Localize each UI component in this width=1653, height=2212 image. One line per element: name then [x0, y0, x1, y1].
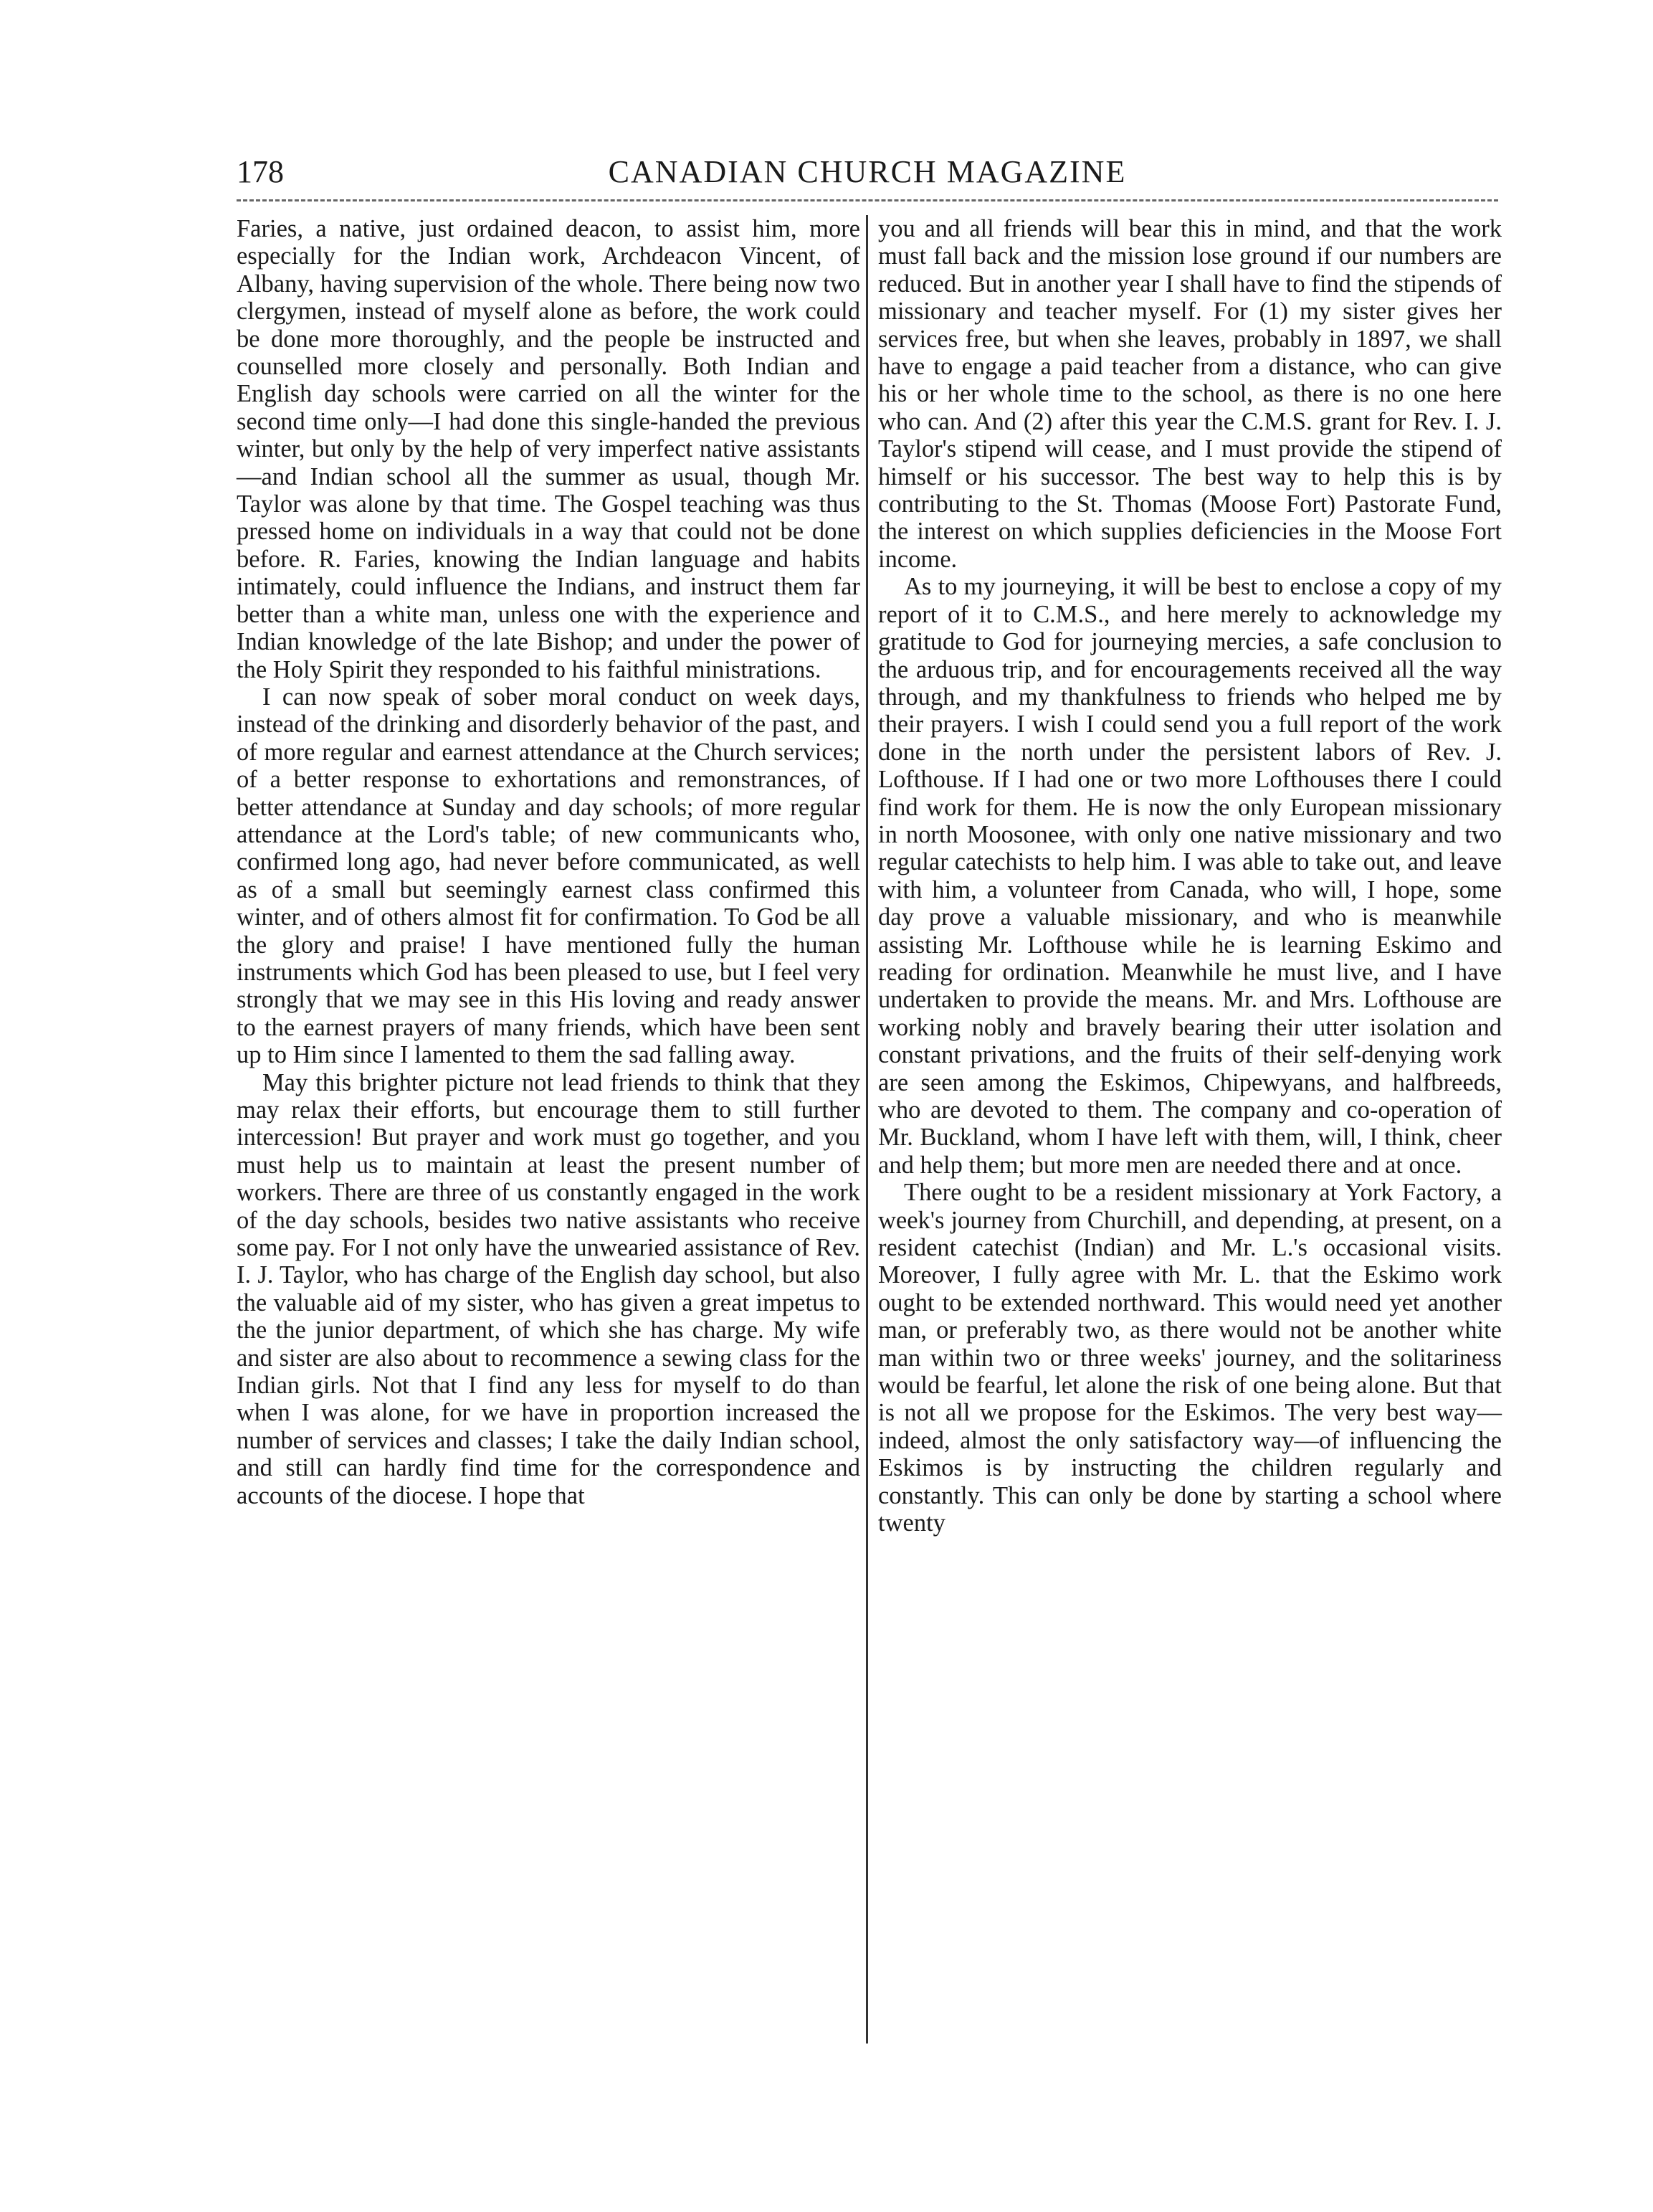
paragraph: There ought to be a resident missionary at York Factory, a week's journey from Churchill, and depending, at present, on a resident catechist (Indian) and Mr. L.'s occasional visits. Moreover, I fully agree with Mr. L. that the Eskimo work ought to be extended northward. This would need yet another man, or preferably two, as there would not be another white man within two or three weeks' journey, and the solitariness would be fearful, let alone the risk of one being alone. But that is not all we propose for the Eskimos. The very best way—indeed, almost the only satisfactory way—of influencing the Eskimos is by instructing the children regularly and constantly. This can only be done by starting a school where twenty — [878, 1179, 1502, 1537]
paragraph: Faries, a native, just ordained deacon, to assist him, more especially for the Indian work, Archdeacon Vincent, of Albany, having supervision of the whole. There being now two clergymen, instead of myself alone as before, the work could be done more thoroughly, and the people be instructed and counselled more closely and personally. Both Indian and English day schools were carried on all the winter for the second time only—I had done this single-handed the previous winter, but only by the help of very imperfect native assistants—and Indian school all the summer as usual, though Mr. Taylor was alone by that time. The Gospel teaching was thus pressed home on individuals in a way that could not be done before. R. Faries, knowing the Indian language and habits intimately, could influence the Indians, and instruct them far better than a white man, unless one with the experience and Indian knowledge of the late Bishop; and under the power of the Holy Spirit they responded to his faithful ministrations. — [237, 215, 860, 683]
running-title: CANADIAN CHURCH MAGAZINE — [608, 154, 1127, 189]
paragraph: May this brighter picture not lead friends to think that they may relax their efforts, but encourage them to still further intercession! But prayer and work must go together, and you must help us to maintain at least the present number of workers. There are three of us constantly engaged in the work of the day schools, besides two native assistants who receive some pay. For I not only have the unwearied assistance of Rev. I. J. Taylor, who has charge of the English day school, but also the valuable aid of my sister, who has given a great impetus to the the junior department, of which she has charge. My wife and sister are also about to recommence a sewing class for the Indian girls. Not that I find any less for myself to do than when I was alone, for we have in proportion increased the number of services and classes; I take the daily Indian school, and still can hardly find time for the correspondence and accounts of the diocese. I hope that — [237, 1068, 860, 1509]
page-number: 178 — [237, 154, 284, 189]
paragraph: you and all friends will bear this in mind, and that the work must fall back and the mission lose ground if our numbers are reduced. But in another year I shall have to find the stipends of missionary and teacher myself. For (1) my sister gives her services free, but when she leaves, probably in 1897, we shall have to engage a paid teacher from a distance, who can give his or her whole time to the school, as there is no one here who can. And (2) after this year the C.M.S. grant for Rev. I. J. Taylor's stipend will cease, and I must provide the stipend of himself or his successor. The best way to help this is by contributing to the St. Thomas (Moose Fort) Pastorate Fund, the interest on which supplies deficiencies in the Moose Fort income. — [878, 215, 1502, 573]
paragraph: As to my journeying, it will be best to enclose a copy of my report of it to C.M.S., and here merely to acknowledge my gratitude to God for journeying mercies, a safe conclusion to the arduous trip, and for encouragements received all the way through, and my thankfulness to friends who helped me by their prayers. I wish I could send you a full report of the work done in the north under the persistent labors of Rev. J. Lofthouse. If I had one or two more Lofthouses there I could find work for them. He is now the only European missionary in north Moosonee, with only one native missionary and two regular catechists to help him. I was able to take out, and leave with him, a volunteer from Canada, who will, I hope, some day prove a valuable missionary, and who is meanwhile assisting Mr. Lofthouse while he is learning Eskimo and reading for ordination. Meanwhile he must live, and I have undertaken to provide the means. Mr. and Mrs. Lofthouse are working nobly and bravely bearing their utter isolation and constant privations, and the fruits of their self-denying work are seen among the Eskimos, Chipewyans, and halfbreeds, who are devoted to them. The company and co-operation of Mr. Buckland, whom I have left with them, will, I think, cheer and help them; but more men are needed there and at once. — [878, 573, 1502, 1179]
header-rule — [237, 199, 1498, 201]
right-column — [878, 215, 1502, 2044]
page-header — [237, 151, 1498, 194]
left-column — [237, 215, 860, 2044]
paragraph: I can now speak of sober moral conduct on week days, instead of the drinking and disorderly behavior of the past, and of more regular and earnest attendance at the Church services; of a better response to exhortations and remonstrances, of better attendance at Sunday and day schools; of more regular attendance at the Lord's table; of new communicants who, confirmed long ago, had never before communicated, as well as of a small but seemingly earnest class confirmed this winter, and of others almost fit for confirmation. To God be all the glory and praise! I have mentioned fully the human instruments which God has been pleased to use, but I feel very strongly that we may see in this His loving and ready answer to the earnest prayers of many friends, which have been sent up to Him since I lamented to them the sad falling away. — [237, 683, 860, 1069]
column-divider — [866, 215, 868, 2044]
